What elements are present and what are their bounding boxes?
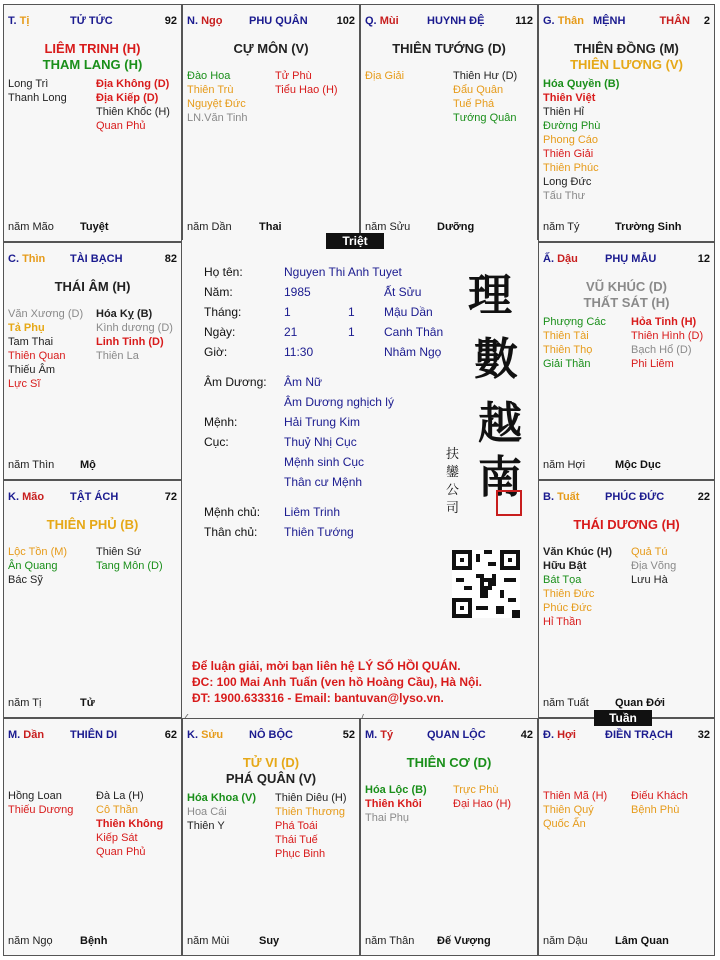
- palace-name: TÀI BẠCH: [70, 253, 123, 265]
- branch-label: M. Dần: [8, 729, 45, 741]
- minor-stars-right: [453, 69, 517, 125]
- minor-star: Kiếp Sát: [96, 832, 138, 844]
- palace-footer: [365, 935, 533, 949]
- life-stage: Tử: [80, 697, 95, 709]
- decade-number: 22: [697, 491, 710, 503]
- thang-value: 1: [284, 305, 291, 319]
- branch-label: Đ. Hợi: [543, 729, 576, 741]
- minor-star: Thiên Hư (D): [453, 70, 518, 82]
- minor-star: Đại Hao (H): [453, 798, 512, 810]
- branch-label: K. Mão: [8, 491, 45, 503]
- major-star: PHÁ QUÂN (V): [225, 771, 317, 786]
- cuc-value: Thuỷ Nhị Cục: [284, 435, 357, 449]
- minor-star: Ân Quang: [8, 560, 58, 572]
- minor-star: Văn Xương (D): [8, 308, 84, 320]
- year-label: năm Tị: [8, 697, 42, 709]
- palace-cell-dau: [538, 242, 715, 480]
- year-label: năm Thìn: [8, 459, 55, 471]
- major-star: TỬ VI (D): [242, 755, 300, 770]
- minor-star: Thai Phụ: [365, 812, 410, 824]
- year-label: năm Ngọ: [8, 935, 53, 947]
- palace-cell-dan: [3, 718, 182, 956]
- contact-line-3: ĐT: 1900.633316 - Email: bantuvan@lyso.vn.: [192, 691, 444, 705]
- minor-stars-left: [543, 315, 606, 371]
- ngay-label: Ngày:: [204, 325, 236, 339]
- palace-name: PHU QUÂN: [249, 15, 308, 27]
- am-duong-note: Âm Dương nghịch lý: [284, 395, 394, 409]
- minor-star: Thiếu Dương: [8, 804, 74, 816]
- nam-can-chi: Ất Sửu: [384, 285, 422, 299]
- branch-label: Ấ. Dậu: [543, 253, 578, 265]
- branch-label: G. Thân: [543, 15, 584, 27]
- palace-cell-ngo: [182, 4, 360, 242]
- contact-line-1: Để luận giải, mời bạn liên hệ LÝ SỐ HỒI QUÁN.: [192, 659, 461, 673]
- life-stage: Đế Vượng: [437, 935, 491, 947]
- minor-star: Địa Không (D): [96, 78, 170, 90]
- calligraphy-char-1: 理: [468, 270, 512, 321]
- minor-star: Thiên Diêu (H): [275, 792, 347, 804]
- minor-star: Phi Liêm: [631, 358, 674, 370]
- minor-star: Trực Phù: [453, 784, 499, 796]
- year-label: năm Thân: [365, 935, 415, 947]
- major-star: THIÊN PHỦ (B): [46, 517, 139, 532]
- palace-header: [187, 729, 355, 743]
- qr-code-icon[interactable]: [452, 550, 520, 618]
- minor-star: Linh Tinh (D): [96, 336, 164, 348]
- gio-can-chi: Nhâm Ngọ: [384, 345, 442, 359]
- major-star: CỰ MÔN (V): [233, 41, 309, 56]
- branch-label: B. Tuất: [543, 491, 580, 503]
- year-label: năm Mão: [8, 221, 54, 233]
- major-star: THẤT SÁT (H): [583, 295, 670, 310]
- minor-star: Thiên Phúc: [543, 162, 599, 174]
- than-cu: Thân cư Mệnh: [284, 475, 363, 489]
- minor-stars-right: [96, 545, 163, 573]
- red-seal-icon: [496, 490, 522, 516]
- company-small-text: 扶鑾公司: [446, 447, 460, 516]
- minor-stars-left: [8, 307, 83, 391]
- minor-star: Thanh Long: [8, 92, 67, 104]
- ngay-can-chi: Canh Thân: [384, 325, 444, 339]
- palace-footer: [8, 935, 177, 949]
- contact-line-2: ĐC: 100 Mai Anh Tuấn (ven hồ Hoàng Cầu), Hà Nội.: [192, 675, 483, 689]
- palace-cell-suu: [182, 718, 360, 956]
- palace-name: THIÊN DI: [70, 729, 118, 741]
- minor-star: Phá Toái: [275, 820, 318, 832]
- minor-star: Thiên Y: [187, 820, 225, 832]
- minor-star: Văn Khúc (H): [543, 546, 613, 558]
- minor-stars-left: [8, 545, 67, 587]
- thang-am: 1: [348, 305, 355, 319]
- minor-star: Hóa Quyền (B): [543, 78, 620, 90]
- palace-header: [543, 253, 710, 267]
- minor-star: Thiên Quan: [8, 350, 66, 362]
- nam-label: Năm:: [204, 285, 233, 299]
- thang-can-chi: Mậu Dần: [384, 305, 433, 319]
- palace-footer: [187, 935, 355, 949]
- minor-star: Hỉ Thần: [543, 616, 582, 628]
- minor-star: Tam Thai: [8, 336, 54, 348]
- life-stage: Lâm Quan: [615, 935, 669, 947]
- decade-number: 42: [520, 729, 533, 741]
- minor-star: Thiên Mã (H): [543, 790, 608, 802]
- branch-label: M. Tý: [365, 729, 394, 741]
- gio-label: Giờ:: [204, 345, 228, 359]
- palace-header: [8, 253, 177, 267]
- ho-ten-value: Nguyen Thi Anh Tuyet: [284, 265, 402, 279]
- year-label: năm Dần: [187, 221, 232, 233]
- palace-cell-tuat: [538, 480, 715, 718]
- menh-chu-value: Liêm Trinh: [284, 505, 341, 519]
- minor-star: Hồng Loan: [8, 790, 62, 802]
- palace-footer: [543, 935, 710, 949]
- minor-star: Thiên Tài: [543, 330, 589, 342]
- minor-stars-right: [631, 315, 703, 371]
- palace-cell-thin: [3, 242, 182, 480]
- minor-stars-left: [543, 77, 619, 203]
- major-star: VŨ KHÚC (D): [586, 279, 667, 294]
- decade-number: 82: [164, 253, 177, 265]
- palace-header: [543, 729, 710, 743]
- center-info-panel: [182, 240, 538, 714]
- minor-star: Bát Tọa: [543, 574, 582, 586]
- branch-label: K. Sửu: [187, 729, 224, 741]
- minor-star: Phong Cáo: [543, 134, 599, 146]
- minor-star: Thiên Thọ: [543, 344, 593, 356]
- palace-cell-ty: [360, 718, 538, 956]
- palace-name: HUYNH ĐỆ: [427, 15, 485, 27]
- branch-label: N. Ngọ: [187, 15, 223, 27]
- ho-ten-label: Họ tên:: [204, 265, 243, 279]
- minor-star: Quan Phủ: [96, 846, 146, 858]
- palace-footer: [8, 697, 177, 711]
- decade-number: 12: [697, 253, 710, 265]
- minor-star: Phượng Các: [543, 316, 606, 328]
- cuc-relation: Mệnh sinh Cục: [284, 455, 365, 469]
- minor-star: Lực Sĩ: [8, 378, 41, 390]
- ngay-value: 21: [284, 325, 298, 339]
- minor-star: Hỏa Tinh (H): [631, 316, 697, 328]
- major-star: THÁI ÂM (H): [54, 279, 131, 294]
- minor-star: Hóa Lộc (B): [365, 784, 427, 796]
- minor-star: Hữu Bật: [543, 560, 587, 572]
- minor-star: Hóa Khoa (V): [187, 792, 257, 804]
- life-stage: Suy: [259, 935, 280, 947]
- decade-number: 112: [515, 15, 533, 27]
- year-label: năm Tý: [543, 221, 580, 233]
- year-label: năm Tuất: [543, 697, 589, 709]
- major-star: THIÊN TƯỚNG (D): [392, 41, 506, 56]
- minor-star: Kình dương (D): [96, 322, 173, 334]
- palace-header: [365, 729, 533, 743]
- minor-star: Đào Hoa: [187, 70, 231, 82]
- palace-name: TẬT ÁCH: [70, 491, 119, 503]
- palace-header: [365, 15, 533, 29]
- menh-label: Mệnh:: [204, 415, 238, 429]
- minor-star: Quốc Ấn: [543, 818, 586, 830]
- year-label: năm Sửu: [365, 221, 411, 233]
- minor-stars-right: [275, 69, 338, 97]
- minor-star: Lộc Tồn (M): [8, 546, 68, 558]
- palace-header: [8, 729, 177, 743]
- minor-star: Tuế Phá: [453, 98, 495, 110]
- life-stage: Mộ: [80, 459, 96, 471]
- minor-star: Thiên Quý: [543, 804, 594, 816]
- branch-label: C. Thìn: [8, 253, 46, 265]
- minor-stars-right: [96, 789, 163, 859]
- thang-label: Tháng:: [204, 305, 242, 319]
- minor-star: Tử Phù: [275, 70, 312, 82]
- decade-number: 62: [164, 729, 177, 741]
- minor-star: Thiên Hình (D): [631, 330, 704, 342]
- minor-star: Thiên Việt: [543, 92, 596, 104]
- branch-label: T. Tị: [8, 15, 30, 27]
- decade-number: 92: [164, 15, 177, 27]
- minor-star: Thiên Đức: [543, 588, 595, 600]
- minor-star: Cô Thần: [96, 804, 138, 816]
- minor-star: Địa Giải: [365, 70, 405, 82]
- palace-header: [543, 15, 710, 29]
- menh-value: Hải Trung Kim: [284, 415, 361, 429]
- minor-stars-right: [631, 545, 676, 587]
- ngay-am: 1: [348, 325, 355, 339]
- minor-star: Thiên Trù: [187, 84, 234, 96]
- minor-star: LN.Văn Tinh: [187, 112, 248, 124]
- minor-stars-right: [453, 783, 511, 811]
- palace-header: [8, 15, 177, 29]
- major-star: THIÊN LƯƠNG (V): [570, 57, 683, 72]
- minor-stars-left: [365, 69, 404, 83]
- life-stage: Quan Đới: [615, 697, 665, 709]
- minor-star: Đà La (H): [96, 790, 144, 802]
- minor-stars-left: [187, 69, 248, 125]
- palace-header: [187, 15, 355, 29]
- palace-footer: [543, 459, 710, 473]
- minor-star: Đường Phù: [543, 120, 601, 132]
- minor-star: Tả Phụ: [8, 322, 45, 334]
- minor-star: Bệnh Phù: [631, 804, 680, 816]
- minor-star: Điếu Khách: [631, 790, 688, 802]
- minor-star: Tấu Thư: [543, 190, 586, 202]
- minor-stars-right: [96, 307, 173, 363]
- palace-name: MỆNH: [593, 15, 626, 27]
- decade-number: 52: [342, 729, 355, 741]
- palace-footer: [543, 221, 710, 235]
- major-star: THÁI DƯƠNG (H): [573, 517, 680, 532]
- tuan-badge: Tuần: [594, 710, 652, 726]
- calligraphy-char-2: 數: [474, 334, 518, 385]
- palace-cell-mui: [360, 4, 538, 242]
- palace-cell-hoi: [538, 718, 715, 956]
- minor-star: Đẩu Quân: [453, 84, 504, 96]
- palace-name: ĐIỀN TRẠCH: [605, 729, 673, 741]
- minor-star: Quan Phủ: [96, 120, 146, 132]
- palace-name: PHÚC ĐỨC: [605, 491, 665, 503]
- life-stage: Tuyệt: [80, 221, 109, 233]
- than-tag: THÂN: [659, 15, 690, 27]
- minor-star: Bác Sỹ: [8, 574, 43, 586]
- palace-name: NÔ BỘC: [249, 729, 293, 741]
- minor-star: Thiên Khôi: [365, 798, 422, 810]
- decade-number: 102: [336, 15, 355, 27]
- palace-name: TỬ TỨC: [70, 15, 113, 27]
- minor-star: Giải Thần: [543, 358, 591, 370]
- minor-star: Nguyệt Đức: [187, 98, 246, 110]
- minor-star: Hoa Cái: [187, 806, 227, 818]
- life-stage: Bệnh: [80, 935, 108, 947]
- minor-star: Lưu Hà: [631, 574, 668, 586]
- minor-stars-left: [543, 545, 612, 629]
- than-chu-label: Thân chủ:: [204, 525, 258, 539]
- minor-star: Thiên Hỉ: [543, 106, 584, 118]
- palace-footer: [543, 697, 710, 711]
- minor-star: Địa Võng: [631, 560, 677, 572]
- minor-star: Long Trì: [8, 78, 49, 90]
- minor-stars-right: [96, 77, 170, 133]
- minor-star: Long Đức: [543, 176, 592, 188]
- palace-cell-ti: [3, 4, 182, 242]
- calligraphy-char-3: 越: [478, 398, 522, 449]
- life-stage: Mộc Dục: [615, 459, 661, 471]
- minor-star: Phúc Đức: [543, 602, 592, 614]
- menh-chu-label: Mệnh chủ:: [204, 505, 261, 519]
- year-label: năm Mùi: [187, 935, 230, 947]
- year-label: năm Dậu: [543, 935, 588, 947]
- minor-star: Tiểu Hao (H): [275, 84, 338, 96]
- branch-label: Q. Mùi: [365, 15, 399, 27]
- life-stage: Thai: [259, 221, 282, 233]
- palace-name: QUAN LỘC: [427, 729, 486, 741]
- palace-name: PHỤ MẪU: [605, 253, 657, 265]
- palace-footer: [365, 221, 533, 235]
- minor-star: Hóa Kỵ (B): [96, 308, 153, 320]
- palace-footer: [8, 221, 177, 235]
- minor-star: Thiên Giải: [543, 148, 594, 160]
- gio-value: 11:30: [284, 345, 314, 359]
- minor-stars-left: [187, 791, 256, 833]
- minor-stars-left: [8, 789, 73, 817]
- triet-badge: Triệt: [326, 233, 384, 249]
- decade-number: 2: [703, 15, 710, 27]
- am-duong-label: Âm Dương:: [204, 375, 267, 389]
- calligraphy-char-4: 南: [478, 452, 522, 503]
- minor-star: Thái Tuế: [275, 834, 318, 846]
- minor-stars-left: [365, 783, 427, 825]
- life-stage: Dưỡng: [437, 221, 475, 233]
- decade-number: 72: [164, 491, 177, 503]
- major-star: THIÊN ĐỒNG (M): [574, 41, 679, 56]
- minor-star: Thiên Thương: [275, 806, 346, 818]
- minor-star: Quả Tú: [631, 546, 668, 558]
- minor-stars-left: [8, 77, 67, 105]
- major-star: THIÊN CƠ (D): [406, 755, 492, 770]
- nam-value: 1985: [284, 285, 311, 299]
- minor-stars-right: [631, 789, 688, 817]
- minor-star: Thiên Sứ: [96, 546, 142, 558]
- contact-block: [192, 658, 482, 706]
- life-stage: Trường Sinh: [615, 221, 682, 233]
- minor-star: Thiên La: [96, 350, 139, 362]
- palace-header: [8, 491, 177, 505]
- minor-stars-right: [275, 791, 347, 861]
- minor-star: Tang Môn (D): [96, 560, 163, 572]
- am-duong-value: Âm Nữ: [284, 375, 323, 389]
- minor-star: Địa Kiếp (D): [96, 92, 159, 104]
- minor-star: Phục Binh: [275, 848, 326, 860]
- minor-star: Tướng Quân: [453, 112, 517, 124]
- palace-cell-mao: [3, 480, 182, 718]
- minor-stars-left: [543, 789, 607, 831]
- minor-star: Thiếu Âm: [8, 364, 56, 376]
- minor-star: Thiên Khốc (H): [96, 106, 170, 118]
- minor-star: Bạch Hổ (D): [631, 344, 692, 356]
- palace-cell-than: [538, 4, 715, 242]
- minor-star: Thiên Không: [96, 818, 164, 830]
- major-star: LIÊM TRINH (H): [44, 41, 141, 56]
- palace-footer: [8, 459, 177, 473]
- palace-header: [543, 491, 710, 505]
- decade-number: 32: [697, 729, 710, 741]
- than-chu-value: Thiên Tướng: [284, 525, 354, 539]
- year-label: năm Hợi: [543, 459, 586, 471]
- major-star: THAM LANG (H): [42, 57, 143, 72]
- cuc-label: Cục:: [204, 435, 229, 449]
